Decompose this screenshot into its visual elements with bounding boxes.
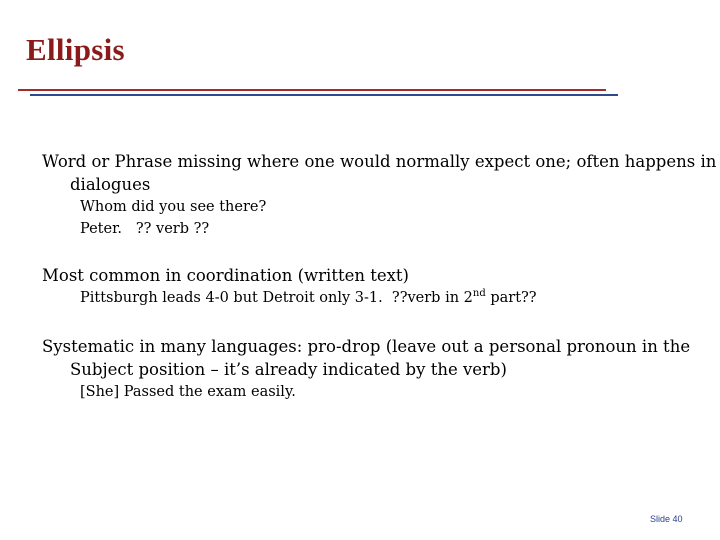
bullet-coordination: Most common in coordination (written text) [42,266,409,285]
example-coordination-tail: part?? [485,290,537,306]
title-underline-red [18,89,606,91]
bullet-pro-drop: Systematic in many languages: pro-drop (leave out a personal pronoun in the Subject position – it’s already indicated by the verb) [42,337,691,379]
title-underline-blue [30,94,618,96]
ordinal-superscript: nd [472,288,486,300]
example-coordination [80,288,700,309]
example-coordination-text: Pittsburgh leads 4-0 but Detroit only 3-1. ??verb in 2 [80,290,473,306]
slide-title: Ellipsis [26,32,125,67]
slide-number: Slide 40 [650,514,683,524]
bullet-ellipsis-definition: Word or Phrase missing where one would normally expect one; often happens in dialogues [42,152,717,194]
example-question: Whom did you see there? [80,199,267,215]
example-pro-drop: [She] Passed the exam easily. [80,384,296,400]
example-answer: Peter. ?? verb ?? [80,221,210,237]
